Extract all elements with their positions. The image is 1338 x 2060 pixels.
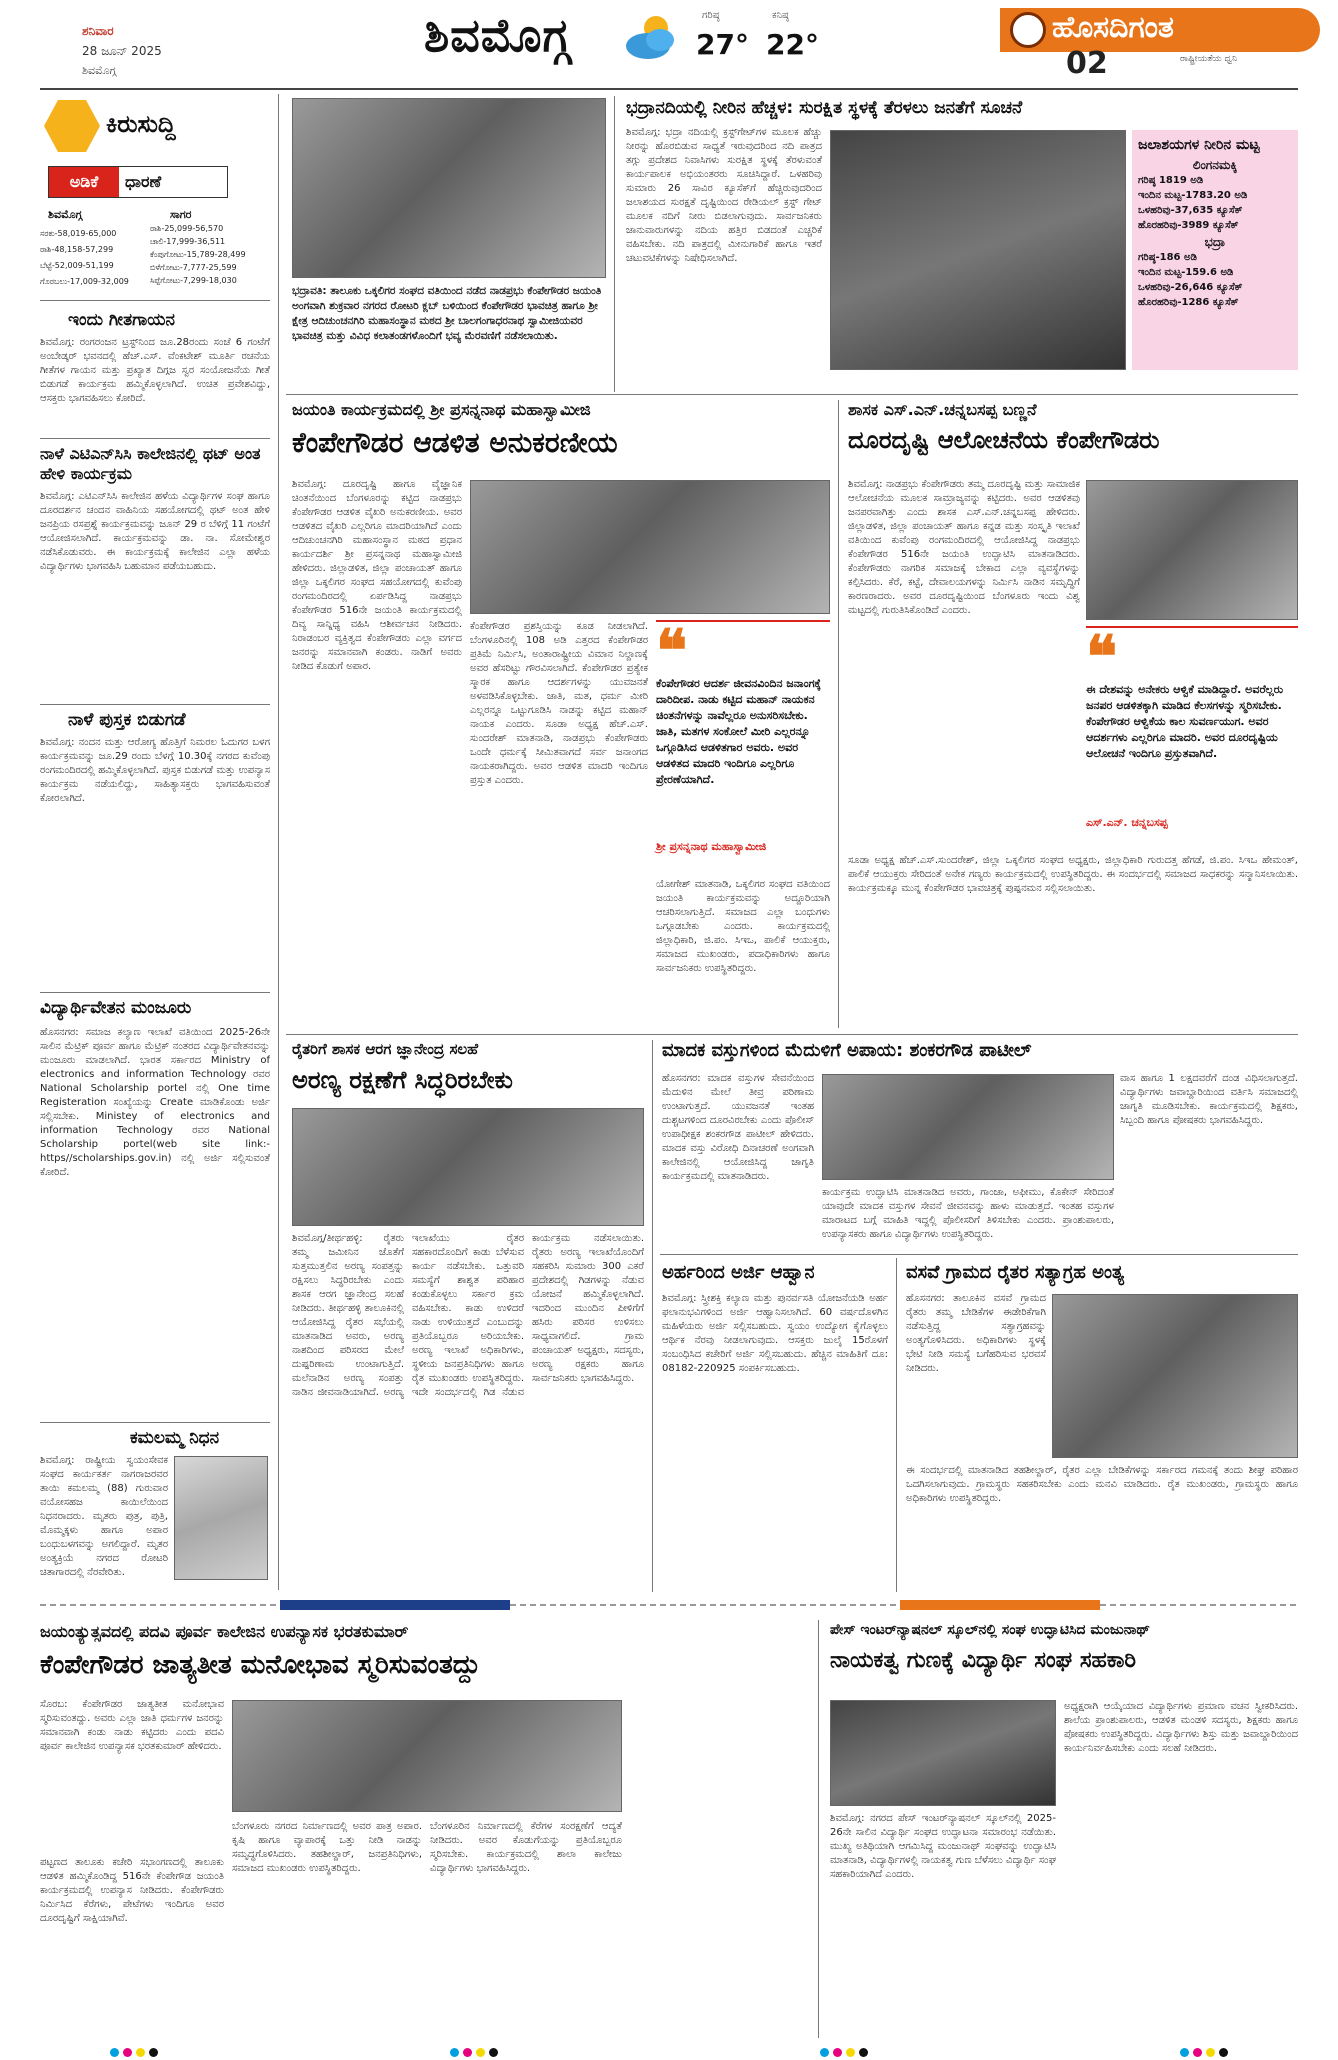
bharath-body2: ಪಟ್ಟಣದ ತಾಲೂಕು ಕಚೇರಿ ಸಭಾಂಗಣದಲ್ಲಿ ತಾಲೂಕು ಆಡಳಿತ ಹಮ್ಮಿಕೊಂಡಿದ್ದ 516ನೇ ಕೆಂಪೇಗೌಡ ಜಯಂತಿ ಕಾರ್ಯಕ್ರಮದಲ್ಲಿ ಉಪನ್ಯಾಸ ನೀಡಿದರು. ಕೆಂಪೇಗೌಡರು ನಿರ್ಮಿಸಿದ ಕೆರೆಗಳು, ಪೇಟೆಗಳು ಇಂದಿಗೂ ಅವರ ದೂರದೃಷ್ಟಿಗೆ ಸಾಕ್ಷಿಯಾಗಿವೆ. [40,1857,224,1924]
paper-tagline: ರಾಷ್ಟ್ರೀಯತೆಯ ಧ್ವನಿ [1180,54,1237,64]
kempegowda1-headline: ಕೆಂಪೇಗೌಡರ ಆಡಳಿತ ಅನುಕರಣೀಯ [292,426,618,459]
bharath-headline: ಕೆಂಪೇಗೌಡರ ಜಾತ್ಯತೀತ ಮನೋಭಾವ ಸ್ಮರಿಸುವಂತದ್ದು [40,1650,481,1680]
kempegowda2-kicker: ಶಾಸಕ ಎಸ್.ಎನ್.ಚನ್ನಬಸಪ್ಪ ಬಣ್ಣನೆ [848,400,1037,419]
satyagraha-body2: ಈ ಸಂದರ್ಭದಲ್ಲಿ ಮಾತನಾಡಿದ ತಹಶೀಲ್ದಾರ್, ರೈತರ ಎಲ್ಲಾ ಬೇಡಿಕೆಗಳನ್ನು ಸರ್ಕಾರದ ಗಮನಕ್ಕೆ ತಂದು ಶೀಘ್ರ ಪರಿಹಾರ ಒದಗಿಸಲಾಗುವುದು. ಗ್ರಾಮಸ್ಥರು ಸಹಕರಿಸಬೇಕು ಎಂದು ಮನವಿ ಮಾಡಿದರು. ರೈತ ಮುಖಂಡರು, ಗ್ರಾಮಸ್ಥರು ಹಾಗೂ ಅಧಿಕಾರಿಗಳು ಉಪಸ್ಥಿತರಿದ್ದರು. [906,1465,1298,1504]
registration-marks-left [110,2042,162,2060]
kempegowda1-quote: ಕೆಂಪೇಗೌಡರ ಆದರ್ಶ ಜೀವನವಿಂದಿನ ಜನಾಂಗಕ್ಕೆ ದಾರಿದೀಪ. ನಾಡು ಕಟ್ಟಿದ ಮಹಾನ್ ನಾಯಕನ ಚಿಂತನೆಗಳನ್ನು ನಾವೆಲ್ಲರೂ ಅನುಸರಿಸಬೇಕು. ಜಾತಿ, ಮತಗಳ ಸಂಕೋಲೆ ಮೀರಿ ಎಲ್ಲರನ್ನೂ ಒಗ್ಗೂಡಿಸಿದ ಆಡಳಿತಗಾರ ಅವರು. ಅವರ ಆಡಳಿತದ ಮಾದರಿ ಇಂದಿಗೂ ಎಲ್ಲರಿಗೂ ಪ್ರೇರಣೆಯಾಗಿದೆ. [656,677,821,786]
adike-box [48,166,228,198]
application-headline: ಅರ್ಹರಿಂದ ಅರ್ಜಿ ಆಹ್ವಾನ [662,1262,815,1283]
quote-icon: ❝ [656,617,688,685]
kempegowda2-photo [1086,480,1298,620]
water-level-line: ಲಿಂಗನಮಕ್ಕಿ [1192,158,1238,172]
kiru-suddi-title: ಕಿರುಸುದ್ದಿ [106,110,176,138]
cyan-dot [1180,2048,1189,2057]
masthead-city-title: ಶಿವಮೊಗ್ಗ [424,8,571,62]
sidebar [40,92,272,1592]
school-headline: ನಾಯಕತ್ವ ಗುಣಕ್ಕೆ ವಿದ್ಯಾರ್ಥಿ ಸಂಘ ಸಹಕಾರಿ [830,1648,1137,1673]
price-row: ಗೊರಬಲು-17,009-32,009 [40,277,129,286]
price-row: ಬಿಳೆಗೋಟು-7,777-25,599 [150,263,237,272]
registration-marks-center-right [820,2042,872,2060]
kempegowda1-body2: ಕೆಂಪೇಗೌಡರ ಪ್ರಶಸ್ತಿಯನ್ನು ಕೂಡ ನೀಡಲಾಗಿದೆ. ಬೆಂಗಳೂರಿನಲ್ಲಿ 108 ಅಡಿ ಎತ್ತರದ ಕೆಂಪೇಗೌಡರ ಪ್ರತಿಮೆ ನಿರ್ಮಿಸಿ, ಅಂತಾರಾಷ್ಟ್ರೀಯ ವಿಮಾನ ನಿಲ್ದಾಣಕ್ಕೆ ಅವರ ಹೆಸರಿಟ್ಟು ಗೌರವಿಸಲಾಗಿದೆ. ಕೆಂಪೇಗೌಡರ ಪ್ರತ್ಯೇಕ ಸ್ಮಾರಕ ಹಾಗೂ ಆದರ್ಶಗಳನ್ನು ಯುವಜನತೆ ಅಳವಡಿಸಿಕೊಳ್ಳಬೇಕು. ಜಾತಿ, ಮತ, ಧರ್ಮ ಮೀರಿ ಎಲ್ಲರನ್ನೂ ಒಟ್ಟುಗೂಡಿಸಿ ನಾಡನ್ನು ಕಟ್ಟಿದ ಮಹಾನ್ ನಾಯಕ ಎಂದರು. ಸೂಡಾ ಅಧ್ಯಕ್ಷ ಹೆಚ್.ಎಸ್. ಸುಂದರೇಶ್ ಮಾತನಾಡಿ, ನಾಡಪ್ರಭು ಕೆಂಪೇಗೌಡರು ಒಂದೇ ಧರ್ಮಕ್ಕೆ ಸೀಮಿತವಾಗದೆ ಸರ್ವ ಜನಾಂಗದ ನಾಯಕರಾಗಿದ್ದರು. ಅವರ ಆಡಳಿತ ಮಾದರಿ ಇಂದಿಗೂ ಪ್ರಸ್ತುತ ಎಂದರು. [470,621,648,786]
sidebar-news-title: ನಾಳೆ ಎಟಿಎನ್‌ಸಿಸಿ ಕಾಲೇಜಿನಲ್ಲಿ ಥಟ್ ಅಂತ ಹೇಳಿ ಕಾರ್ಯಕ್ರಮ [40,444,261,483]
magenta-dot [1193,2048,1202,2057]
hand-icon [44,100,100,152]
yellow-dot [1206,2048,1215,2057]
price-row: ಚಾಲಿ-17,999-36,511 [150,237,226,246]
sidebar-news-body: ಶಿವಮೊಗ್ಗ: ರಂಗರಂಜನ ಟ್ರಸ್ಟ್‌ನಿಂದ ಜೂ.28ರಂದು ಸಂಜೆ 6 ಗಂಟೆಗೆ ಅಂಬೇಡ್ಕರ್ ಭವನದಲ್ಲಿ ಹೆಚ್.ಎಸ್. ವೆಂಕಟೇಶ್ ಮೂರ್ತಿ ರಚನೆಯ ಗೀತೆಗಳ ಗಾಯನ ಮತ್ತು ಪ್ರಖ್ಯಾತ ದಿಗ್ಗಜ ಸ್ವರ ಸಂಯೋಜನೆಯ ಗೀತೆ ಬಿಡುಗಡೆ ಕಾರ್ಯಕ್ರಮ ಹಮ್ಮಿಕೊಳ್ಳಲಾಗಿದೆ. ಉಚಿತ ಪ್ರವೇಶವಿದ್ದು, ಆಸಕ್ತರು ಭಾಗವಹಿಸಲು ಕೋರಿದೆ. [40,337,270,404]
school-body1: ಶಿವಮೊಗ್ಗ: ನಗರದ ಪೇಸ್ ಇಂಟರ್‌ನ್ಯಾಷನಲ್ ಸ್ಕೂಲ್‌ನಲ್ಲಿ 2025-26ನೇ ಸಾಲಿನ ವಿದ್ಯಾರ್ಥಿ ಸಂಘದ ಉದ್ಘಾಟನಾ ಸಮಾರಂಭ ನಡೆಯಿತು. ಮುಖ್ಯ ಅತಿಥಿಯಾಗಿ ಆಗಮಿಸಿದ್ದ ಮಂಜುನಾಥ್ ಸಂಘವನ್ನು ಉದ್ಘಾಟಿಸಿ ಮಾತನಾಡಿ, ವಿದ್ಯಾರ್ಥಿಗಳಲ್ಲಿ ನಾಯಕತ್ವ ಗುಣ ಬೆಳೆಸಲು ವಿದ್ಯಾರ್ಥಿ ಸಂಘ ಸಹಕಾರಿಯಾಗಿದೆ ಎಂದರು. [830,1813,1056,1880]
price-row: ಸಿಪ್ಪೆಗೋಟು-7,299-18,030 [150,276,237,285]
price-row: ಬೆಟ್ಟೆ-52,009-51,199 [40,261,114,270]
cyan-dot [110,2048,119,2057]
dharane-label: ಧಾರಣೆ [125,172,162,191]
yellow-dot [476,2048,485,2057]
market-left: ಶಿವಮೊಗ್ಗ [48,208,83,221]
sidebar-news-body: ಶಿವಮೊಗ್ಗ: ರಾಷ್ಟ್ರೀಯ ಸ್ವಯಂಸೇವಕ ಸಂಘದ ಕಾರ್ಯಕರ್ತ ನಾಗರಾಜರವರ ತಾಯಿ ಕಮಲಮ್ಮ (88) ಗುರುವಾರ ವಯೋಸಹಜ ಕಾಯಿಲೆಯಿಂದ ನಿಧನರಾದರು. ಮೃತರು ಪುತ್ರ, ಪುತ್ರಿ, ಮೊಮ್ಮಕ್ಕಳು ಹಾಗೂ ಅಪಾರ ಬಂಧುಬಳಗವನ್ನು ಅಗಲಿದ್ದಾರೆ. ಮೃತರ ಅಂತ್ಯಕ್ರಿಯೆ ನಗರದ ರೋಟರಿ ಚಿತಾಗಾರದಲ್ಲಿ ನೆರವೇರಿತು. [40,1455,168,1578]
magenta-dot [463,2048,472,2057]
sidebar-news-title: ನಾಳೆ ಪುಸ್ತಕ ಬಿಡುಗಡೆ [68,710,186,730]
water-level-line: ಇಂದಿನ ಮಟ್ಟ-159.6 ಅಡಿ [1138,267,1234,278]
water-level-line: ಗರಿಷ್ಠ 1819 ಅಡಿ [1138,175,1204,186]
yellow-dot [136,2048,145,2057]
satyagraha-photo [1052,1294,1298,1458]
sidebar-news-title: ಕಮಲಮ್ಮ ನಿಧನ [130,1428,220,1448]
forest-photo [292,1108,644,1226]
kempegowda1-quote-box [656,617,830,872]
max-temp: 27° [696,28,749,61]
application-body: ಶಿವಮೊಗ್ಗ: ಸ್ತ್ರೀಶಕ್ತಿ ಕಲ್ಯಾಣ ಮತ್ತು ಪುನರ್ವಸತಿ ಯೋಜನೆಯಡಿ ಅರ್ಹ ಫಲಾನುಭವಿಗಳಿಂದ ಅರ್ಜಿ ಆಹ್ವಾನಿಸಲಾಗಿದೆ. 60 ವರ್ಷದೊಳಗಿನ ಮಹಿಳೆಯರು ಅರ್ಜಿ ಸಲ್ಲಿಸಬಹುದು. ಸ್ವಯಂ ಉದ್ಯೋಗ ಕೈಗೊಳ್ಳಲು ಆರ್ಥಿಕ ನೆರವು ನೀಡಲಾಗುವುದು. ಆಸಕ್ತರು ಜುಲೈ 15ರೊಳಗೆ ಸಂಬಂಧಿಸಿದ ಕಚೇರಿಗೆ ಅರ್ಜಿ ಸಲ್ಲಿಸಬಹುದು. ಹೆಚ್ಚಿನ ಮಾಹಿತಿಗೆ ದೂ: 08182-220925 ಸಂಪರ್ಕಿಸಬಹುದು. [662,1293,888,1374]
water-level-line: ಇಂದಿನ ಮಟ್ಟ-1783.20 ಅಡಿ [1138,190,1248,201]
black-dot [149,2048,158,2057]
yellow-dot [846,2048,855,2057]
satyagraha-headline: ವಸವೆ ಗ್ರಾಮದ ರೈತರ ಸತ್ಯಾಗ್ರಹ ಅಂತ್ಯ [906,1262,1125,1283]
forest-body: ಶಿವಮೊಗ್ಗ/ತೀರ್ಥಹಳ್ಳಿ: ರೈತರು ತಮ್ಮ ಜಮೀನಿನ ಜೊತೆಗೆ ಸುತ್ತಮುತ್ತಲಿನ ಅರಣ್ಯ ಸಂಪತ್ತನ್ನು ರಕ್ಷಿಸಲು ಸಿದ್ಧರಿರಬೇಕು ಎಂದು ಶಾಸಕ ಆರಗ ಜ್ಞಾನೇಂದ್ರ ಸಲಹೆ ನೀಡಿದರು. ತೀರ್ಥಹಳ್ಳಿ ತಾಲೂಕಿನಲ್ಲಿ ಆಯೋಜಿಸಿದ್ದ ರೈತರ ಸಭೆಯಲ್ಲಿ ಮಾತನಾಡಿದ ಅವರು, ಅರಣ್ಯ ನಾಶದಿಂದ ಪರಿಸರದ ಮೇಲೆ ದುಷ್ಪರಿಣಾಮ ಉಂಟಾಗುತ್ತಿದೆ. ಮಲೆನಾಡಿನ ಅರಣ್ಯ ಸಂಪತ್ತು ನಾಡಿನ ಜೀವನಾಡಿಯಾಗಿದೆ. ಅರಣ್ಯ ಇಲಾಖೆಯು ರೈತರ ಸಹಕಾರದೊಂದಿಗೆ ಕಾಡು ಬೆಳೆಸುವ ಕಾರ್ಯ ನಡೆಸಬೇಕು. ಒತ್ತುವರಿ ಸಮಸ್ಯೆಗೆ ಶಾಶ್ವತ ಪರಿಹಾರ ಕಂಡುಕೊಳ್ಳಲು ಸರ್ಕಾರ ಕ್ರಮ ವಹಿಸಬೇಕು. ಕಾಡು ಉಳಿದರೆ ನಾಡು ಉಳಿಯುತ್ತದೆ ಎಂಬುದನ್ನು ಪ್ರತಿಯೊಬ್ಬರೂ ಅರಿಯಬೇಕು. ಅರಣ್ಯ ಇಲಾಖೆ ಅಧಿಕಾರಿಗಳು, ಸ್ಥಳೀಯ ಜನಪ್ರತಿನಿಧಿಗಳು ಹಾಗೂ ರೈತ ಮುಖಂಡರು ಉಪಸ್ಥಿತರಿದ್ದರು. ಇದೇ ಸಂದರ್ಭದಲ್ಲಿ ಗಿಡ ನೆಡುವ ಕಾರ್ಯಕ್ರಮ ನಡೆಸಲಾಯಿತು. ರೈತರು ಅರಣ್ಯ ಇಲಾಖೆಯೊಂದಿಗೆ ಸಹಕರಿಸಿ ಸುಮಾರು 300 ಎಕರೆ ಪ್ರದೇಶದಲ್ಲಿ ಗಿಡಗಳನ್ನು ನೆಡುವ ಯೋಜನೆ ಹಮ್ಮಿಕೊಳ್ಳಲಾಗಿದೆ. ಇದರಿಂದ ಮುಂದಿನ ಪೀಳಿಗೆಗೆ ಹಸಿರು ಪರಿಸರ ಉಳಿಸಲು ಸಾಧ್ಯವಾಗಲಿದೆ. ಗ್ರಾಮ ಪಂಚಾಯತ್ ಅಧ್ಯಕ್ಷರು, ಸದಸ್ಯರು, ಅರಣ್ಯ ರಕ್ಷಕರು ಹಾಗೂ ಸಾರ್ವಜನಿಕರು ಭಾಗವಹಿಸಿದ್ದರು. [292,1233,644,1398]
quote-icon: ❝ [1086,623,1118,691]
sidebar-news-title: ಇಂದು ಗೀತಗಾಯನ [68,310,175,330]
price-row: ಕೆಂಪುಗೋಟು-15,789-28,499 [150,250,246,259]
max-temp-label: ಗರಿಷ್ಠ [702,10,720,21]
masthead-place: ಶಿವಮೊಗ್ಗ [82,64,117,77]
sidebar-news-body: ಹೊಸನಗರ: ಸಮಾಜ ಕಲ್ಯಾಣ ಇಲಾಖೆ ವತಿಯಿಂದ 2025-26ನೇ ಸಾಲಿನ ಮೆಟ್ರಿಕ್ ಪೂರ್ವ ಹಾಗೂ ಮೆಟ್ರಿಕ್ ನಂತರದ ವಿದ್ಯಾರ್ಥಿವೇತನವನ್ನು ಮಂಜೂರು ಮಾಡಲಾಗಿದೆ. ಭಾರತ ಸರ್ಕಾರದ Ministry of electronics and information Technology ರವರ National Scholarship portel ನಲ್ಲಿ One time Registeration ಸಂಖ್ಯೆಯನ್ನು Create ಮಾಡಿಕೊಂಡು ಅರ್ಜಿ ಸಲ್ಲಿಸಬೇಕು. Ministey of electronics and information Technology ರವರ National Scholarship portel(web site link:-https//scholarships.gov.in) ನಲ್ಲಿ ಅರ್ಜಿ ಸಲ್ಲಿಸುವಂತೆ ಕೋರಿದೆ. [40,1027,270,1178]
water-level-title: ಜಲಾಶಯಗಳ ನೀರಿನ ಮಟ್ಟ [1138,137,1260,153]
bharath-photo [232,1700,622,1812]
prices-left [40,226,158,290]
bharath-body1: ಸೊರಬ: ಕೆಂಪೇಗೌಡರ ಜಾತ್ಯತೀತ ಮನೋಭಾವ ಸ್ಮರಿಸುವಂತದ್ದು. ಅವರು ಎಲ್ಲಾ ಜಾತಿ ಧರ್ಮಗಳ ಜನರನ್ನು ಸಮಾನವಾಗಿ ಕಂಡು ನಾಡು ಕಟ್ಟಿದರು ಎಂದು ಪದವಿ ಪೂರ್ವ ಕಾಲೇಜಿನ ಉಪನ್ಯಾಸಕ ಭರತಕುಮಾರ್ ಹೇಳಿದರು. [40,1699,224,1752]
prices-right [150,222,276,287]
magenta-dot [123,2048,132,2057]
kempegowda2-quote-box [1086,623,1298,842]
water-level-line: ಗರಿಷ್ಠ-186 ಅಡಿ [1138,252,1197,263]
dam-photo [830,130,1126,370]
procession-caption: ಭದ್ರಾವತಿ: ತಾಲೂಕು ಒಕ್ಕಲಿಗರ ಸಂಘದ ವತಿಯಿಂದ ನಡೆದ ನಾಡಪ್ರಭು ಕೆಂಪೇಗೌಡರ ಜಯಂತಿ ಅಂಗವಾಗಿ ಶುಕ್ರವಾರ ನಗರದ ರೋಟರಿ ಕ್ಲಬ್ ಬಳಿಯಿಂದ ಕೆಂಪೇಗೌಡರ ಭಾವಚಿತ್ರ ಹಾಗೂ ಶ್ರೀ ಕ್ಷೇತ್ರ ಆದಿಚುಂಚನಗಿರಿ ಮಹಾಸಂಸ್ಥಾನ ಮಠದ ಶ್ರೀ ಬಾಲಗಂಗಾಧರನಾಥ ಸ್ವಾಮೀಜಿಯವರ ಭಾವಚಿತ್ರ ಮತ್ತು ವಿವಿಧ ಕಲಾತಂಡಗಳೊಂದಿಗೆ ಭವ್ಯ ಮೆರವಣಿಗೆ ನಡೆಸಲಾಯಿತು. [292,285,602,342]
cyan-dot [450,2048,459,2057]
obituary-photo [174,1456,268,1580]
price-row: ರಾಶಿ-48,158-57,299 [40,245,114,254]
cyan-dot [820,2048,829,2057]
price-row: ರಾಶಿ-25,099-56,570 [150,224,224,233]
kempegowda1-quote-by: ಶ್ರೀ ಪ್ರಸನ್ನನಾಥ ಮಹಾಸ್ವಾಮೀಜಿ [656,840,767,853]
masthead-day: ಶನಿವಾರ [82,24,114,38]
registration-marks-center-left [450,2042,502,2060]
school-kicker: ಪೇಸ್ ಇಂಟರ್‌ನ್ಯಾಷನಲ್ ಸ್ಕೂಲ್‌ನಲ್ಲಿ ಸಂಘ ಉದ್ಘಾಟಿಸಿದ ಮಂಜುನಾಥ್ [830,1622,1151,1638]
water-level-line: ಹೊರಹರಿವು-1286 ಕ್ಯೂಸೆಕ್ [1138,297,1239,308]
sidebar-news-body: ಶಿವಮೊಗ್ಗ: ಎಟಿಎನ್‌ಸಿಸಿ ಕಾಲೇಜಿನ ಹಳೆಯ ವಿದ್ಯಾರ್ಥಿಗಳ ಸಂಘ ಹಾಗೂ ದೂರದರ್ಶನ ಚಂದನ ವಾಹಿನಿಯ ಸಹಯೋಗದಲ್ಲಿ ಥಟ್ ಅಂತ ಹೇಳಿ ಜನಪ್ರಿಯ ರಸಪ್ರಶ್ನೆ ಕಾರ್ಯಕ್ರಮವನ್ನು ಜೂನ್ 29 ರ ಬೆಳಿಗ್ಗೆ 11 ಗಂಟೆಗೆ ಆಯೋಜಿಸಲಾಗಿದೆ. ಕಾರ್ಯಕ್ರಮವನ್ನು ಡಾ. ನಾ. ಸೋಮೇಶ್ವರ ನಡೆಸಿಕೊಡುವರು. ಈ ಕಾರ್ಯಕ್ರಮಕ್ಕೆ ಕಾಲೇಜಿನ ಎಲ್ಲಾ ಹಳೆಯ ವಿದ್ಯಾರ್ಥಿಗಳು ಭಾಗವಹಿಸಿ ಬಹುಮಾನ ಪಡೆಯಬಹುದು. [40,491,270,572]
kiru-suddi-logo [44,98,244,156]
water-level-line: ಒಳಹರಿವು-37,635 ಕ್ಯೂಸೆಕ್ [1138,205,1243,216]
min-temp: 22° [766,28,819,61]
registration-marks-right [1180,2042,1232,2060]
bhadra-body: ಶಿವಮೊಗ್ಗ: ಭದ್ರಾ ನದಿಯಲ್ಲಿ ಕ್ರಸ್ಟ್‌ಗೇಟ್‌ಗಳ ಮೂಲಕ ಹೆಚ್ಚು ನೀರನ್ನು ಹೊರಬಿಡುವ ಸಾಧ್ಯತೆ ಇರುವುದರಿಂದ ನದಿ ಪಾತ್ರದ ತಗ್ಗು ಪ್ರದೇಶದ ನಿವಾಸಿಗಳು ಸುರಕ್ಷಿತ ಸ್ಥಳಕ್ಕೆ ತೆರಳುವಂತೆ ಕಾರ್ಯಪಾಲಕ ಅಭಿಯಂತರರು ಸೂಚಿಸಿದ್ದಾರೆ. ಒಳಹರಿವು ಸುಮಾರು 26 ಸಾವಿರ ಕ್ಯೂಸೆಕ್‌ಗೆ ಹೆಚ್ಚಿರುವುದರಿಂದ ಜಲಾಶಯದ ಸುರಕ್ಷತೆ ದೃಷ್ಟಿಯಿಂದ ರೇಡಿಯಲ್ ಕ್ರಸ್ಟ್ ಗೇಟ್ ಮೂಲಕ ನದಿಗೆ ನೀರು ಬಿಡಲಾಗುವುದು. ಸಾರ್ವಜನಿಕರು ಜಾನುವಾರುಗಳನ್ನು ನದಿಯ ಹತ್ತಿರ ಬಿಡದಂತೆ ಎಚ್ಚರಿಕೆ ವಹಿಸಬೇಕು. ನದಿ ಪಾತ್ರದಲ್ಲಿ ಮೀನುಗಾರಿಕೆ ಹಾಗೂ ಇತರೆ ಚಟುವಟಿಕೆಗಳನ್ನು ನಿಷೇಧಿಸಲಾಗಿದೆ. [626,127,822,264]
bharath-kicker: ಜಯಂತ್ಯುತ್ಸವದಲ್ಲಿ ಪದವಿ ಪೂರ್ವ ಕಾಲೇಜಿನ ಉಪನ್ಯಾಸಕ ಭರತಕುಮಾರ್ [40,1622,409,1641]
water-level-lines [1138,158,1292,310]
kempegowda1-kicker: ಜಯಂತಿ ಕಾರ್ಯಕ್ರಮದಲ್ಲಿ ಶ್ರೀ ಪ್ರಸನ್ನನಾಥ ಮಹಾಸ್ವಾಮೀಜಿ [292,400,591,419]
kempegowda1-photo [470,480,830,614]
paper-logo-icon [1010,12,1046,48]
adike-label: ಅಡಿಕೆ [49,167,119,197]
section-divider [40,1600,1298,1610]
black-dot [859,2048,868,2057]
sidebar-news-title: ವಿದ್ಯಾರ್ಥಿವೇತನ ಮಂಜೂರು [40,998,192,1018]
drugs-photo [822,1074,1114,1180]
kempegowda2-quote-by: ಎಸ್.ಎನ್. ಚನ್ನಬಸಪ್ಪ [1086,816,1168,829]
water-level-line: ಭದ್ರಾ [1204,235,1226,249]
kempegowda2-headline: ದೂರದೃಷ್ಟಿ ಆಲೋಚನೆಯ ಕೆಂಪೇಗೌಡರು [848,426,1160,454]
forest-kicker: ರೈತರಿಗೆ ಶಾಸಕ ಆರಗ ಜ್ಞಾನೇಂದ್ರ ಸಲಹೆ [292,1040,479,1058]
masthead [0,0,1338,88]
market-right: ಸಾಗರ [170,208,192,221]
kempegowda1-body1: ಶಿವಮೊಗ್ಗ: ದೂರದೃಷ್ಟಿ ಹಾಗೂ ವೈಜ್ಞಾನಿಕ ಚಿಂತನೆಯಿಂದ ಬೆಂಗಳೂರನ್ನು ಕಟ್ಟಿದ ನಾಡಪ್ರಭು ಕೆಂಪೇಗೌಡರ ಆಡಳಿತ ವೈಖರಿ ಅನುಕರಣೀಯ. ಅವರ ಆಡಳಿತದ ವೈಖರಿ ಎಲ್ಲರಿಗೂ ಮಾದರಿಯಾಗಿದೆ ಎಂದು ಆದಿಚುಂಚನಗಿರಿ ಮಹಾಸಂಸ್ಥಾನ ಮಠದ ಪ್ರಧಾನ ಕಾರ್ಯದರ್ಶಿ ಶ್ರೀ ಪ್ರಸನ್ನನಾಥ ಮಹಾಸ್ವಾಮೀಜಿ ಹೇಳಿದರು. ಜಿಲ್ಲಾಡಳಿತ, ಜಿಲ್ಲಾ ಪಂಚಾಯತ್ ಹಾಗೂ ಜಿಲ್ಲಾ ಒಕ್ಕಲಿಗರ ಸಂಘದ ಸಹಯೋಗದಲ್ಲಿ ಕುವೆಂಪು ರಂಗಮಂದಿರದಲ್ಲಿ ಏರ್ಪಡಿಸಿದ್ದ ನಾಡಪ್ರಭು ಕೆಂಪೇಗೌಡರ 516ನೇ ಜಯಂತಿ ಕಾರ್ಯಕ್ರಮದಲ್ಲಿ ದಿವ್ಯ ಸಾನ್ನಿಧ್ಯ ವಹಿಸಿ ಆಶೀರ್ವಚನ ನೀಡಿದರು. ನಿರಾಡಂಬರ ವ್ಯಕ್ತಿತ್ವದ ಕೆಂಪೇಗೌಡರು ಎಲ್ಲಾ ವರ್ಗದ ಜನರನ್ನು ಸಮಾನವಾಗಿ ಕಂಡರು. ನಾಡಿಗೆ ಅವರು ನೀಡಿದ ಕೊಡುಗೆ ಅಪಾರ. [292,479,462,672]
kempegowda1-body3: ಯೋಗೇಶ್ ಮಾತನಾಡಿ, ಒಕ್ಕಲಿಗರ ಸಂಘದ ವತಿಯಿಂದ ಜಯಂತಿ ಕಾರ್ಯಕ್ರಮವನ್ನು ಅದ್ದೂರಿಯಾಗಿ ಆಚರಿಸಲಾಗುತ್ತಿದೆ. ಸಮಾಜದ ಎಲ್ಲಾ ಬಂಧುಗಳು ಒಗ್ಗೂಡಬೇಕು ಎಂದರು. ಕಾರ್ಯಕ್ರಮದಲ್ಲಿ ಜಿಲ್ಲಾಧಿಕಾರಿ, ಜಿ.ಪಂ. ಸಿಇಒ, ಪಾಲಿಕೆ ಆಯುಕ್ತರು, ಸಮಾಜದ ಮುಖಂಡರು, ಪದಾಧಿಕಾರಿಗಳು ಹಾಗೂ ಸಾರ್ವಜನಿಕರು ಉಪಸ್ಥಿತರಿದ್ದರು. [656,879,830,974]
page-number: 02 [1066,46,1108,81]
drugs-body2: ಕಾರ್ಯಕ್ರಮ ಉದ್ಘಾಟಿಸಿ ಮಾತನಾಡಿದ ಅವರು, ಗಾಂಜಾ, ಅಫೀಮು, ಕೊಕೇನ್ ಸೇರಿದಂತೆ ಯಾವುದೇ ಮಾದಕ ವಸ್ತುಗಳ ಸೇವನೆ ಜೀವನವನ್ನು ಹಾಳು ಮಾಡುತ್ತದೆ. ಇಂತಹ ವಸ್ತುಗಳ ಮಾರಾಟದ ಬಗ್ಗೆ ಮಾಹಿತಿ ಇದ್ದಲ್ಲಿ ಪೊಲೀಸರಿಗೆ ತಿಳಿಸಬೇಕು ಎಂದರು. ಪ್ರಾಂಶುಪಾಲರು, ಉಪನ್ಯಾಸಕರು ಹಾಗೂ ವಿದ್ಯಾರ್ಥಿಗಳು ಉಪಸ್ಥಿತರಿದ್ದರು. [822,1187,1114,1240]
kempegowda2-body2: ಸೂಡಾ ಅಧ್ಯಕ್ಷ ಹೆಚ್.ಎಸ್.ಸುಂದರೇಶ್, ಜಿಲ್ಲಾ ಒಕ್ಕಲಿಗರ ಸಂಘದ ಅಧ್ಯಕ್ಷರು, ಜಿಲ್ಲಾಧಿಕಾರಿ ಗುರುದತ್ತ ಹೆಗಡೆ, ಜಿ.ಪಂ. ಸಿಇಒ ಹೇಮಂತ್, ಪಾಲಿಕೆ ಆಯುಕ್ತರು ಸೇರಿದಂತೆ ಅನೇಕ ಗಣ್ಯರು ಕಾರ್ಯಕ್ರಮದಲ್ಲಿ ಉಪಸ್ಥಿತರಿದ್ದರು. ಈ ಸಂದರ್ಭದಲ್ಲಿ ಸಮಾಜದ ಸಾಧಕರನ್ನು ಸನ್ಮಾನಿಸಲಾಯಿತು. ಕಾರ್ಯಕ್ರಮಕ್ಕೂ ಮುನ್ನ ಕೆಂಪೇಗೌಡರ ಭಾವಚಿತ್ರಕ್ಕೆ ಪುಷ್ಪನಮನ ಸಲ್ಲಿಸಲಾಯಿತು. [848,855,1298,894]
drugs-headline: ಮಾದಕ ವಸ್ತುಗಳಿಂದ ಮೆದುಳಿಗೆ ಅಪಾಯ: ಶಂಕರಗೌಡ ಪಾಟೀಲ್ [662,1040,1032,1061]
black-dot [489,2048,498,2057]
water-level-box [1132,130,1298,370]
drugs-body1: ಹೊಸನಗರ: ಮಾದಕ ವಸ್ತುಗಳ ಸೇವನೆಯಿಂದ ಮೆದುಳಿನ ಮೇಲೆ ತೀವ್ರ ಪರಿಣಾಮ ಉಂಟಾಗುತ್ತದೆ. ಯುವಜನತೆ ಇಂತಹ ದುಶ್ಚಟಗಳಿಂದ ದೂರವಿರಬೇಕು ಎಂದು ಪೊಲೀಸ್ ಉಪಾಧೀಕ್ಷಕ ಶಂಕರಗೌಡ ಪಾಟೀಲ್ ಹೇಳಿದರು. ಮಾದಕ ವಸ್ತು ವಿರೋಧಿ ದಿನಾಚರಣೆ ಅಂಗವಾಗಿ ಕಾಲೇಜಿನಲ್ಲಿ ಆಯೋಜಿಸಿದ್ದ ಜಾಗೃತಿ ಕಾರ್ಯಕ್ರಮದಲ್ಲಿ ಮಾತನಾಡಿದರು. [662,1073,814,1182]
weather-icon [620,10,682,64]
black-dot [1219,2048,1228,2057]
price-row: ಸರಕು-58,019-65,000 [40,229,117,238]
masthead-date: 28 ಜೂನ್ 2025 [82,44,162,58]
bharath-body3: ಬೆಂಗಳೂರು ನಗರದ ನಿರ್ಮಾಣದಲ್ಲಿ ಅವರ ಪಾತ್ರ ಅಪಾರ. ಕೃಷಿ ಹಾಗೂ ವ್ಯಾಪಾರಕ್ಕೆ ಒತ್ತು ನೀಡಿ ನಾಡನ್ನು ಸಮೃದ್ಧಗೊಳಿಸಿದರು. ತಹಶೀಲ್ದಾರ್, ಜನಪ್ರತಿನಿಧಿಗಳು, ಸಮಾಜದ ಮುಖಂಡರು ಉಪಸ್ಥಿತರಿದ್ದರು. [232,1821,422,1874]
water-level-line: ಹೊರಹರಿವು-3989 ಕ್ಯೂಸೆಕ್ [1138,220,1239,231]
min-temp-label: ಕನಿಷ್ಠ [772,10,789,21]
bharath-body4: ಬೆಂಗಳೂರಿನ ನಿರ್ಮಾಣದಲ್ಲಿ ಕೆರೆಗಳ ಸಂರಕ್ಷಣೆಗೆ ಆದ್ಯತೆ ನೀಡಿದರು. ಅವರ ಕೊಡುಗೆಯನ್ನು ಪ್ರತಿಯೊಬ್ಬರೂ ಸ್ಮರಿಸಬೇಕು. ಕಾರ್ಯಕ್ರಮದಲ್ಲಿ ಶಾಲಾ ಕಾಲೇಜು ವಿದ್ಯಾರ್ಥಿಗಳು ಭಾಗವಹಿಸಿದ್ದರು. [430,1821,622,1874]
school-body2: ಅಧ್ಯಕ್ಷರಾಗಿ ಆಯ್ಕೆಯಾದ ವಿದ್ಯಾರ್ಥಿಗಳು ಪ್ರಮಾಣ ವಚನ ಸ್ವೀಕರಿಸಿದರು. ಶಾಲೆಯ ಪ್ರಾಂಶುಪಾಲರು, ಆಡಳಿತ ಮಂಡಳಿ ಸದಸ್ಯರು, ಶಿಕ್ಷಕರು ಹಾಗೂ ಪೋಷಕರು ಉಪಸ್ಥಿತರಿದ್ದರು. ವಿದ್ಯಾರ್ಥಿಗಳು ಶಿಸ್ತು ಮತ್ತು ಜವಾಬ್ದಾರಿಯಿಂದ ಕಾರ್ಯನಿರ್ವಹಿಸಬೇಕು ಎಂದು ಸಲಹೆ ನೀಡಿದರು. [1064,1701,1298,1754]
kempegowda2-quote: ಈ ದೇಶವನ್ನು ಅನೇಕರು ಆಳ್ವಿಕೆ ಮಾಡಿದ್ದಾರೆ. ಅವರೆಲ್ಲರು ಜನಪರ ಆಡಳಿತಕ್ಕಾಗಿ ಮಾಡಿದ ಕೆಲಸಗಳನ್ನು ಸ್ಮರಿಸಬೇಕು. ಕೆಂಪೇಗೌಡರ ಆಳ್ವಿಕೆಯ ಕಾಲ ಸುವರ್ಣಯುಗ. ಅವರ ಆದರ್ಶಗಳು ಎಲ್ಲರಿಗೂ ಮಾದರಿ. ಅವರ ದೂರದೃಷ್ಟಿಯ ಆಲೋಚನೆ ಇಂದಿಗೂ ಪ್ರಸ್ತುತವಾಗಿದೆ. [1086,683,1284,760]
procession-photo [292,98,606,278]
bhadra-headline: ಭದ್ರಾನದಿಯಲ್ಲಿ ನೀರಿನ ಹೆಚ್ಚಳ: ಸುರಕ್ಷಿತ ಸ್ಥಳಕ್ಕೆ ತೆರಳಲು ಜನತೆಗೆ ಸೂಚನೆ [626,98,1023,118]
magenta-dot [833,2048,842,2057]
drugs-body3: ವಾಸ ಹಾಗೂ 1 ಲಕ್ಷದವರೆಗೆ ದಂಡ ವಿಧಿಸಲಾಗುತ್ತದೆ. ವಿದ್ಯಾರ್ಥಿಗಳು ಜವಾಬ್ದಾರಿಯಿಂದ ವರ್ತಿಸಿ ಸಮಾಜದಲ್ಲಿ ಜಾಗೃತಿ ಮೂಡಿಸಬೇಕು. ಕಾರ್ಯಕ್ರಮದಲ್ಲಿ ಶಿಕ್ಷಕರು, ಸಿಬ್ಬಂದಿ ಹಾಗೂ ಪೋಷಕರು ಭಾಗವಹಿಸಿದ್ದರು. [1120,1073,1298,1126]
satyagraha-body1: ಹೊಸನಗರ: ತಾಲೂಕಿನ ವಸವೆ ಗ್ರಾಮದ ರೈತರು ತಮ್ಮ ಬೇಡಿಕೆಗಳ ಈಡೇರಿಕೆಗಾಗಿ ನಡೆಸುತ್ತಿದ್ದ ಸತ್ಯಾಗ್ರಹವನ್ನು ಅಂತ್ಯಗೊಳಿಸಿದರು. ಅಧಿಕಾರಿಗಳು ಸ್ಥಳಕ್ಕೆ ಭೇಟಿ ನೀಡಿ ಸಮಸ್ಯೆ ಬಗೆಹರಿಸುವ ಭರವಸೆ ನೀಡಿದರು. [906,1293,1046,1374]
paper-name: ಹೊಸದಿಗಂತ [1052,10,1174,45]
kempegowda2-body1: ಶಿವಮೊಗ್ಗ: ನಾಡಪ್ರಭು ಕೆಂಪೇಗೌಡರು ತಮ್ಮ ದೂರದೃಷ್ಟಿ ಮತ್ತು ಸಾಮಾಜಿಕ ಆಲೋಚನೆಯ ಮೂಲಕ ಸಾಮ್ರಾಜ್ಯವನ್ನು ಕಟ್ಟಿದರು. ಅವರ ಆಡಳಿತವು ಜನಪರವಾಗಿತ್ತು ಎಂದು ಶಾಸಕ ಎಸ್.ಎನ್.ಚನ್ನಬಸಪ್ಪ ಹೇಳಿದರು. ಜಿಲ್ಲಾಡಳಿತ, ಜಿಲ್ಲಾ ಪಂಚಾಯತ್ ಹಾಗೂ ಕನ್ನಡ ಮತ್ತು ಸಂಸ್ಕೃತಿ ಇಲಾಖೆ ವತಿಯಿಂದ ಕುವೆಂಪು ರಂಗಮಂದಿರದಲ್ಲಿ ಆಯೋಜಿಸಿದ್ದ ನಾಡಪ್ರಭು ಕೆಂಪೇಗೌಡರ 516ನೇ ಜಯಂತಿ ಉದ್ಘಾಟಿಸಿ ಮಾತನಾಡಿದರು. ಕೆಂಪೇಗೌಡರು ನಾಗರಿಕ ಸಮಾಜಕ್ಕೆ ಬೇಕಾದ ಎಲ್ಲಾ ವ್ಯವಸ್ಥೆಗಳನ್ನು ಕಲ್ಪಿಸಿದರು. ಕೆರೆ, ಕಟ್ಟೆ, ದೇವಾಲಯಗಳನ್ನು ನಿರ್ಮಿಸಿ ನಾಡಿನ ಸಮೃದ್ಧಿಗೆ ಕಾರಣರಾದರು. ಅವರ ದೂರದೃಷ್ಟಿಯಿಂದ ಬೆಂಗಳೂರು ಇಂದು ವಿಶ್ವ ಮಟ್ಟದಲ್ಲಿ ಗುರುತಿಸಿಕೊಂಡಿದೆ ಎಂದರು. [848,479,1080,616]
school-photo [830,1700,1056,1806]
forest-headline: ಅರಣ್ಯ ರಕ್ಷಣೆಗೆ ಸಿದ್ಧರಿರಬೇಕು [292,1066,513,1094]
sidebar-news-body: ಶಿವಮೊಗ್ಗ: ನಂದನ ಮತ್ತು ಆರೋಗ್ಯ ಹೊತ್ತಿಗೆ ನಿಮರಲ ಓದುಗರ ಬಳಗ ಕಾರ್ಯಕ್ರಮವನ್ನು ಜೂ.29 ರಂದು ಬೆಳಗ್ಗೆ 10.30ಕ್ಕೆ ನಗರದ ಕುವೆಂಪು ರಂಗಮಂದಿರದಲ್ಲಿ ಹಮ್ಮಿಕೊಳ್ಳಲಾಗಿದೆ. ಪುಸ್ತಕ ಬಿಡುಗಡೆ ಮತ್ತು ಉಪನ್ಯಾಸ ಕಾರ್ಯಕ್ರಮ ನಡೆಯಲಿದ್ದು, ಸಾಹಿತ್ಯಾಸಕ್ತರು ಭಾಗವಹಿಸುವಂತೆ ಕೋರಲಾಗಿದೆ. [40,737,270,804]
water-level-line: ಒಳಹರಿವು-26,646 ಕ್ಯೂಸೆಕ್ [1138,282,1243,293]
